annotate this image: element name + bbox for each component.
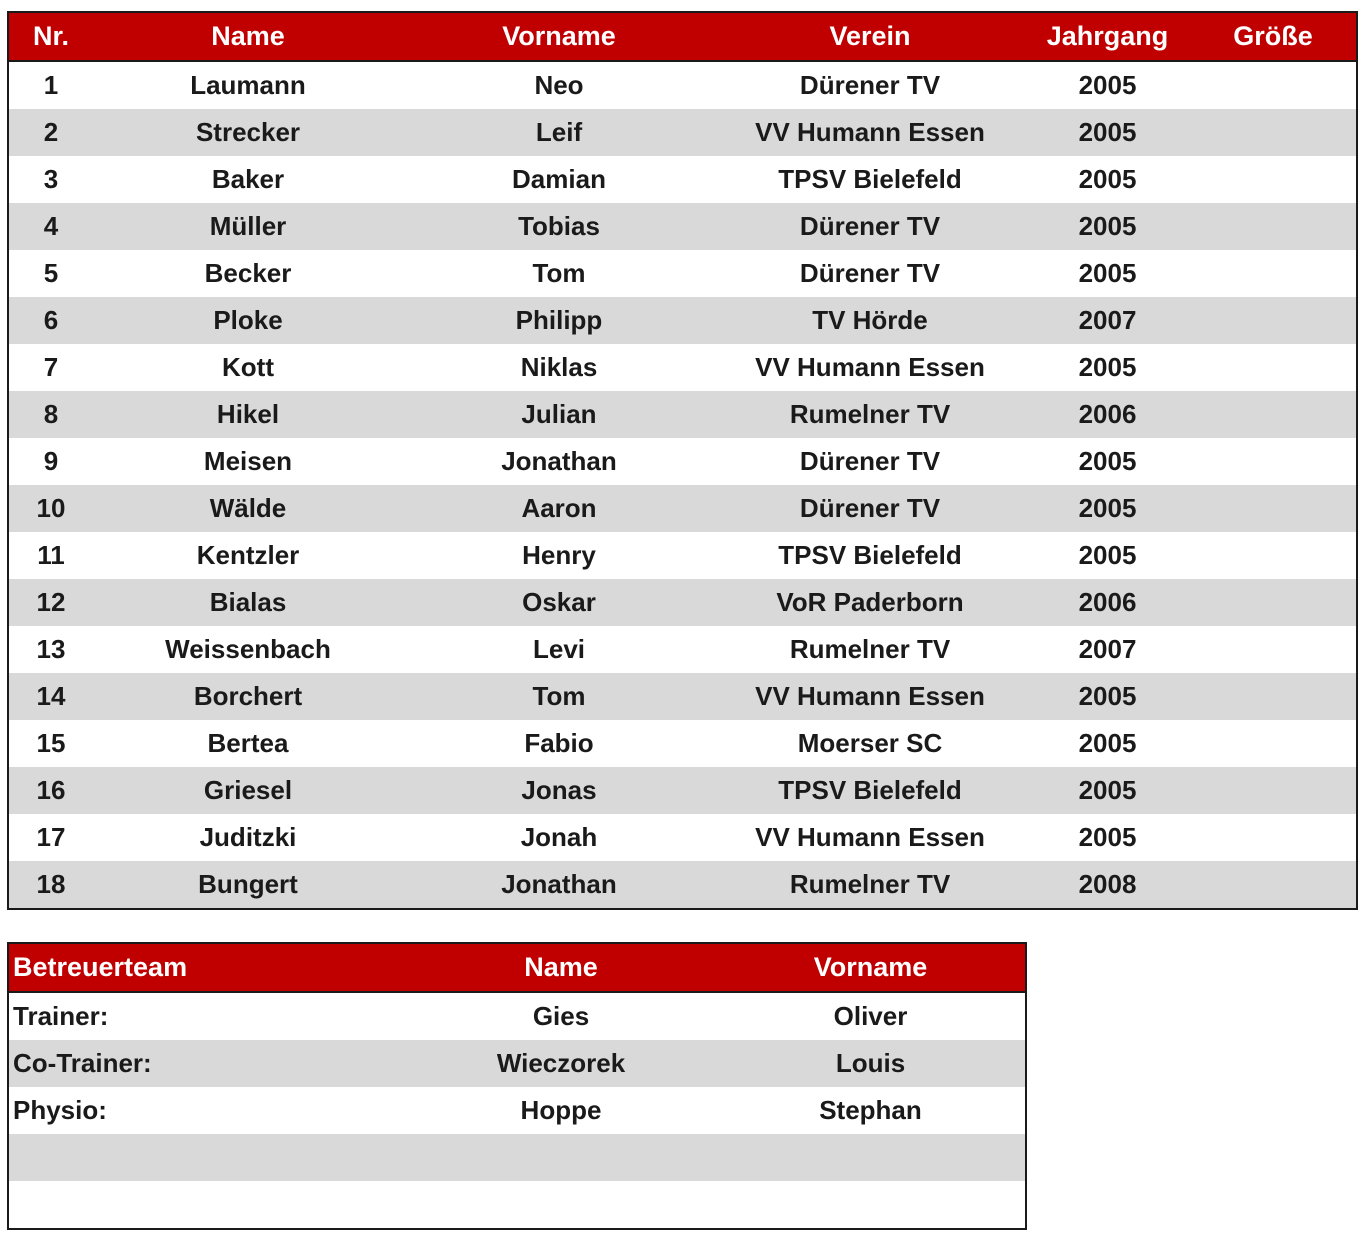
cell-jahrgang: 2005 [1025,485,1190,532]
cell-vorname: Jonah [520,822,598,852]
cell-name: Ploke [93,297,403,344]
cell-groesse [1190,579,1357,626]
cell-jahrgang: 2005 [1025,203,1190,250]
cell-name: Laumann [190,70,306,100]
cell-jahrgang: 2007 [1078,634,1137,664]
table-row [8,861,1357,909]
cell-nr: 10 [8,485,93,532]
cell-groesse [1190,861,1357,909]
table-row [8,814,1357,861]
cell-name: Kentzler [196,540,300,570]
header-vorname: Vorname [403,12,715,61]
cell-name: Baker [211,164,285,194]
cell-role [8,1181,406,1229]
cell-groesse [1190,673,1357,720]
cell-groesse [1190,626,1357,673]
cell-verein: Dürener TV [799,70,941,100]
cell-groesse [1190,297,1357,344]
cell-vorname: Jonathan [403,861,715,909]
table-row [8,156,1357,203]
cell-name: Becker [204,258,292,288]
staff-body [8,992,1026,1229]
cell-role: Co-Trainer: [8,1040,406,1087]
cell-verein: VV Humann Essen [715,109,1025,156]
cell-name: Juditzki [199,822,297,852]
cell-vorname: Jonathan [501,446,617,476]
cell-name: Griesel [93,767,403,814]
cell-staff-vorname [716,1134,1026,1181]
cell-vorname: Damian [512,164,606,194]
cell-verein: Dürener TV [715,485,1025,532]
header-verein: Verein [715,12,1025,61]
cell-jahrgang: 2005 [1025,109,1190,156]
table-row [8,992,1026,1040]
header-jahrgang: Jahrgang [1025,12,1190,61]
cell-verein: VV Humann Essen [755,822,985,852]
cell-nr: 15 [36,728,66,758]
cell-name: Wälde [93,485,403,532]
cell-nr: 6 [8,297,93,344]
cell-jahrgang: 2006 [1025,391,1190,438]
cell-nr: 13 [36,634,66,664]
table-row [8,579,1357,626]
cell-staff-name [406,1134,716,1181]
cell-vorname: Tom [403,673,715,720]
cell-groesse [1190,61,1357,109]
roster-header-row [8,12,1357,61]
roster-table [7,11,1358,910]
table-row [8,626,1357,673]
header-groesse: Größe [1190,12,1357,61]
cell-name: Kott [222,352,274,382]
cell-verein: Rumelner TV [715,391,1025,438]
cell-verein: TV Hörde [715,297,1025,344]
cell-vorname: Philipp [403,297,715,344]
cell-jahrgang: 2005 [1078,70,1137,100]
cell-verein: VV Humann Essen [715,673,1025,720]
cell-vorname: Neo [534,70,584,100]
cell-jahrgang: 2005 [1078,822,1137,852]
cell-nr: 5 [43,258,59,288]
header-staff-name: Name [406,943,716,992]
cell-groesse [1190,344,1357,391]
cell-vorname: Henry [522,540,596,570]
cell-nr: 4 [8,203,93,250]
cell-verein: TPSV Bielefeld [778,540,962,570]
cell-role [8,1134,406,1181]
cell-vorname: Fabio [524,728,594,758]
cell-jahrgang: 2005 [1078,352,1137,382]
cell-nr: 18 [8,861,93,909]
cell-nr: 7 [43,352,59,382]
cell-verein: Dürener TV [715,203,1025,250]
cell-groesse [1190,485,1357,532]
cell-name: Müller [93,203,403,250]
cell-name: Hikel [93,391,403,438]
cell-verein: Moerser SC [797,728,943,758]
cell-staff-vorname: Louis [716,1040,1026,1087]
cell-nr: 1 [43,70,59,100]
cell-groesse [1190,156,1357,203]
table-row [8,250,1357,297]
cell-name: Strecker [93,109,403,156]
table-row [8,297,1357,344]
cell-vorname: Jonas [403,767,715,814]
cell-name: Borchert [93,673,403,720]
cell-name: Meisen [203,446,293,476]
cell-staff-name: Gies [532,1001,590,1031]
cell-nr: 9 [43,446,59,476]
cell-vorname: Aaron [403,485,715,532]
header-betreuerteam: Betreuerteam [8,943,406,992]
table-row [8,391,1357,438]
cell-vorname: Oskar [403,579,715,626]
cell-vorname: Leif [403,109,715,156]
table-row [8,485,1357,532]
cell-name: Weissenbach [165,634,331,664]
cell-verein: Rumelner TV [789,634,951,664]
cell-nr: 3 [43,164,59,194]
cell-verein: Dürener TV [799,446,941,476]
header-name: Name [93,12,403,61]
cell-groesse [1190,532,1357,579]
cell-verein: Dürener TV [799,258,941,288]
table-row [8,1134,1026,1181]
cell-name: Bertea [207,728,289,758]
cell-groesse [1190,720,1357,767]
header-nr: Nr. [8,12,93,61]
header-staff-vorname: Vorname [716,943,1026,992]
cell-verein: TPSV Bielefeld [778,164,962,194]
table-row [8,1087,1026,1134]
cell-jahrgang: 2005 [1078,728,1137,758]
table-row [8,673,1357,720]
table-row [8,438,1357,485]
table-row [8,532,1357,579]
cell-jahrgang: 2005 [1078,164,1137,194]
cell-jahrgang: 2005 [1025,767,1190,814]
cell-groesse [1190,438,1357,485]
cell-nr: 17 [36,822,66,852]
cell-jahrgang: 2005 [1025,673,1190,720]
cell-jahrgang: 2005 [1078,258,1137,288]
cell-vorname: Julian [403,391,715,438]
cell-staff-name: Hoppe [520,1095,602,1125]
table-row [8,1181,1026,1229]
cell-role: Physio: [13,1095,107,1125]
cell-groesse [1190,203,1357,250]
cell-name: Bialas [93,579,403,626]
cell-jahrgang: 2007 [1025,297,1190,344]
roster-body [8,61,1357,909]
cell-jahrgang: 2005 [1078,540,1137,570]
cell-nr: 16 [8,767,93,814]
cell-groesse [1190,391,1357,438]
cell-nr: 11 [37,540,65,570]
cell-verein: TPSV Bielefeld [715,767,1025,814]
cell-role: Trainer: [13,1001,109,1031]
cell-jahrgang: 2006 [1025,579,1190,626]
cell-nr: 12 [8,579,93,626]
cell-vorname: Niklas [520,352,598,382]
cell-nr: 2 [8,109,93,156]
staff-header-row [8,943,1026,992]
cell-groesse [1190,767,1357,814]
cell-name: Bungert [93,861,403,909]
cell-jahrgang: 2005 [1078,446,1137,476]
cell-staff-vorname: Stephan [819,1095,922,1125]
cell-groesse [1190,109,1357,156]
cell-staff-vorname: Oliver [833,1001,908,1031]
cell-staff-vorname [716,1181,1026,1229]
table-row [8,767,1357,814]
cell-vorname: Tom [532,258,586,288]
cell-staff-name: Wieczorek [406,1040,716,1087]
table-row [8,344,1357,391]
table-row [8,109,1357,156]
table-row [8,61,1357,109]
cell-vorname: Levi [532,634,586,664]
table-row [8,720,1357,767]
table-row [8,1040,1026,1087]
cell-nr: 8 [8,391,93,438]
cell-verein: VV Humann Essen [755,352,985,382]
cell-nr: 14 [8,673,93,720]
cell-staff-name [406,1181,716,1229]
cell-verein: VoR Paderborn [715,579,1025,626]
staff-table [7,942,1027,1230]
cell-groesse [1190,250,1357,297]
cell-vorname: Tobias [403,203,715,250]
cell-verein: Rumelner TV [715,861,1025,909]
table-row [8,203,1357,250]
cell-jahrgang: 2008 [1025,861,1190,909]
cell-groesse [1190,814,1357,861]
